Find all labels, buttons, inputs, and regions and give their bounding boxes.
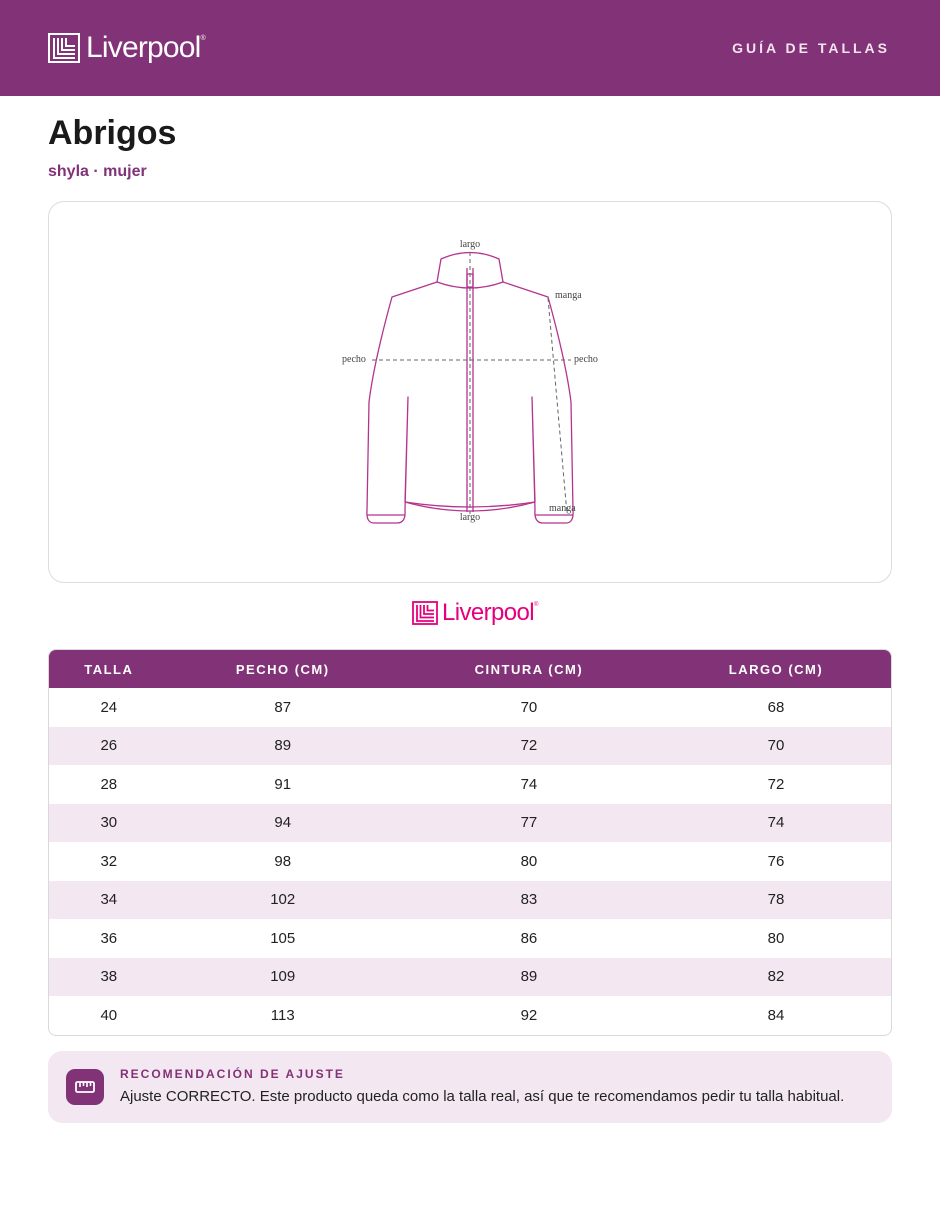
cell-talla: 36 [100,929,118,947]
cell-cintura: 74 [520,775,538,793]
table-row [49,842,891,881]
cell-cintura: 70 [520,698,538,716]
cell-cintura: 72 [397,727,661,766]
cell-talla: 32 [100,852,118,870]
cell-pecho: 98 [274,852,292,870]
diagram-label-pecho-left: pecho [342,354,366,365]
cell-cintura: 86 [520,929,538,947]
footer-brand-name: Liverpool [442,599,534,626]
cell-pecho: 89 [169,727,397,766]
table-row [49,804,891,843]
liverpool-logo-mark-icon [48,33,80,63]
footer-registered-mark: ® [534,602,539,608]
cell-largo: 68 [767,698,785,716]
cell-pecho: 102 [169,881,397,920]
size-table-header-row [49,650,891,688]
jacket-diagram [49,202,891,582]
cell-talla: 34 [49,881,169,920]
table-row [49,919,891,958]
cell-cintura: 80 [520,852,538,870]
registered-mark: ® [200,34,206,42]
cell-cintura: 89 [397,958,661,997]
diagram-label-pecho-right: pecho [574,354,598,365]
cell-largo: 76 [767,852,785,870]
cell-pecho: 94 [169,804,397,843]
cell-largo: 72 [767,775,785,793]
brand-name: Liverpool [86,31,201,64]
cell-pecho: 109 [169,958,397,997]
garment-figure-card [48,201,892,583]
column-header-largo: LARGO (CM) [661,650,891,688]
cell-cintura: 83 [397,881,661,920]
cell-talla: 38 [49,958,169,997]
cell-largo: 74 [661,804,891,843]
page-title: Abrigos [48,114,177,152]
cell-cintura: 92 [520,1006,538,1024]
cell-cintura: 77 [397,804,661,843]
liverpool-logo-mark-icon [412,601,438,625]
table-row [49,688,891,727]
cell-pecho: 91 [274,775,292,793]
cell-pecho: 105 [270,929,296,947]
cell-talla: 40 [100,1006,118,1024]
recommendation-text: Ajuste CORRECTO. Este producto queda como la talla real, así que te recomendamos pedir tu talla habitual. [120,1088,845,1105]
diagram-label-manga-top: manga [555,290,582,301]
table-row [49,881,891,920]
cell-talla: 30 [49,804,169,843]
diagram-label-manga-bottom: manga [549,503,576,514]
cell-largo: 70 [661,727,891,766]
cell-largo: 82 [661,958,891,997]
column-header-pecho: PECHO (CM) [169,650,397,688]
cell-pecho: 113 [270,1006,295,1024]
size-table [48,649,892,1036]
recommendation-title: RECOMENDACIÓN DE AJUSTE [120,1067,345,1081]
table-row [49,727,891,766]
diagram-label-largo-bottom: largo [459,512,481,523]
cell-largo: 78 [661,881,891,920]
cell-talla: 24 [100,698,118,716]
table-row [49,996,891,1035]
page-subtitle: shyla · mujer [48,163,147,180]
cell-largo: 84 [767,1006,785,1024]
header-title: GUÍA DE TALLAS [732,40,890,56]
table-row [49,765,891,804]
fit-recommendation-box [48,1051,892,1123]
page-header [0,0,940,96]
cell-talla: 28 [100,775,118,793]
column-header-talla: TALLA [49,650,169,688]
table-row [49,958,891,997]
diagram-label-largo-top: largo [459,239,481,250]
liverpool-footer-logo [412,598,538,628]
cell-pecho: 87 [274,698,292,716]
ruler-icon [66,1069,104,1105]
cell-largo: 80 [767,929,785,947]
column-header-cintura: CINTURA (CM) [397,650,661,688]
liverpool-logo[interactable] [48,30,206,66]
cell-talla: 26 [49,727,169,766]
